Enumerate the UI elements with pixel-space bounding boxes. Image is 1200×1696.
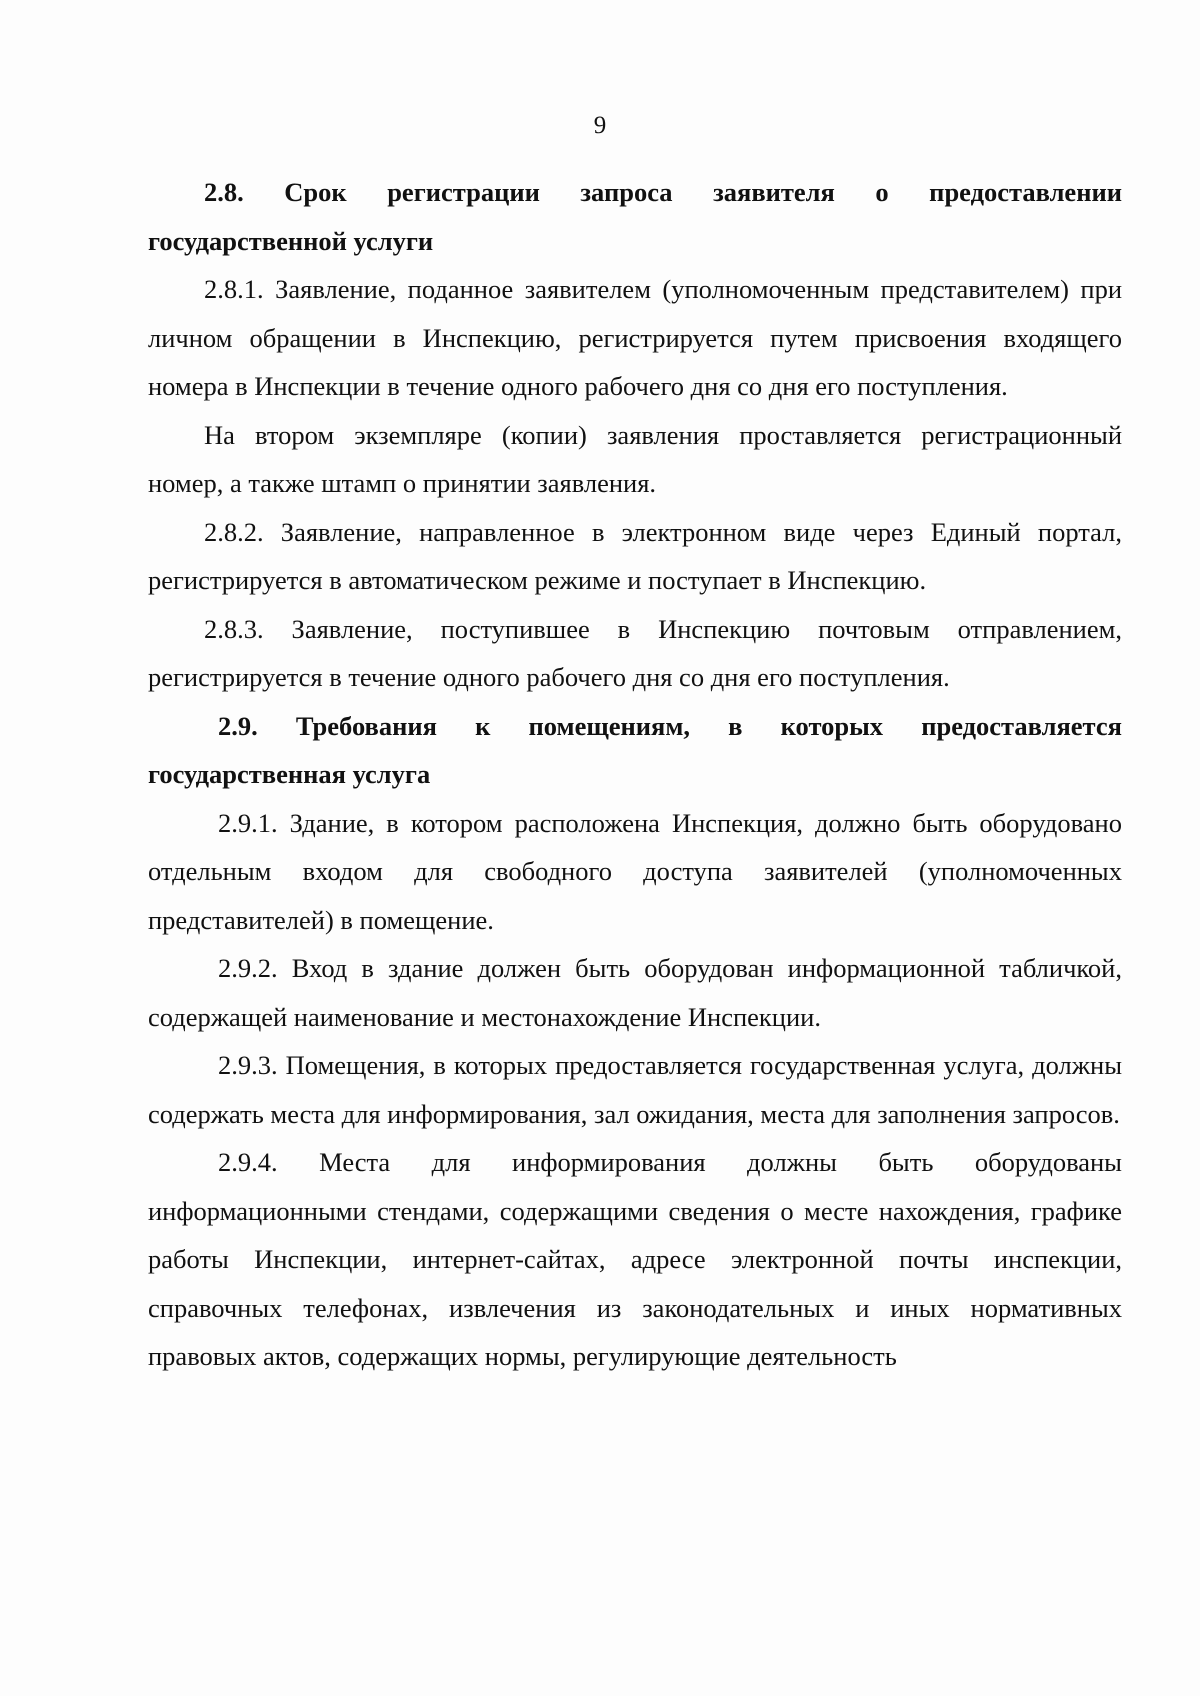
paragraph-2-9-3: 2.9.3. Помещения, в которых предоставляется государственная услуга, должны содержать места для информирования, зал ожидания, места для заполнения запросов.: [148, 1050, 1122, 1129]
paragraph-2-9-2: 2.9.2. Вход в здание должен быть оборудован информационной табличкой, содержащей наименование и местонахождение Инспекции.: [148, 953, 1122, 1032]
paragraph-2-8-3: 2.8.3. Заявление, поступившее в Инспекцию почтовым отправлением, регистрируется в течение одного рабочего дня со дня его поступления.: [148, 613, 1122, 692]
section-heading-2-8: 2.8. Срок регистрации запроса заявителя о предоставлении государственной услуги: [148, 177, 1122, 256]
page-number: 9: [593, 112, 607, 139]
paragraph-second-copy: На втором экземпляре (копии) заявления проставляется регистрационный номер, а также штамп о принятии заявления.: [148, 419, 1122, 498]
paragraph-2-8-2: 2.8.2. Заявление, направленное в электронном виде через Единый портал, регистрируется в автоматическом режиме и поступает в Инспекцию.: [148, 516, 1122, 595]
paragraph-2-9-1: 2.9.1. Здание, в котором расположена Инспекция, должно быть оборудовано отдельным входом для свободного доступа заявителей (уполномоченных представителей) в помещение.: [148, 807, 1122, 935]
document-body: [148, 168, 1122, 1381]
section-heading-2-9: 2.9. Требования к помещениям, в которых предоставляется государственная услуга: [148, 710, 1122, 789]
paragraph-2-8-1: 2.8.1. Заявление, поданное заявителем (уполномоченным представителем) при личном обращении в Инспекцию, регистрируется путем присвоения входящего номера в Инспекции в течение одного рабочего дня со дня его поступления.: [148, 274, 1122, 401]
paragraph-2-9-4: 2.9.4. Места для информирования должны быть оборудованы информационными стендами, содержащими сведения о месте нахождения, графике работы Инспекции, интернет-сайтах, адресе электронной почты инспекции, справочных телефонах, извлечения из законодательных и иных нормативных правовых актов, содержащих нормы, регулирующие деятельность: [148, 1147, 1122, 1371]
